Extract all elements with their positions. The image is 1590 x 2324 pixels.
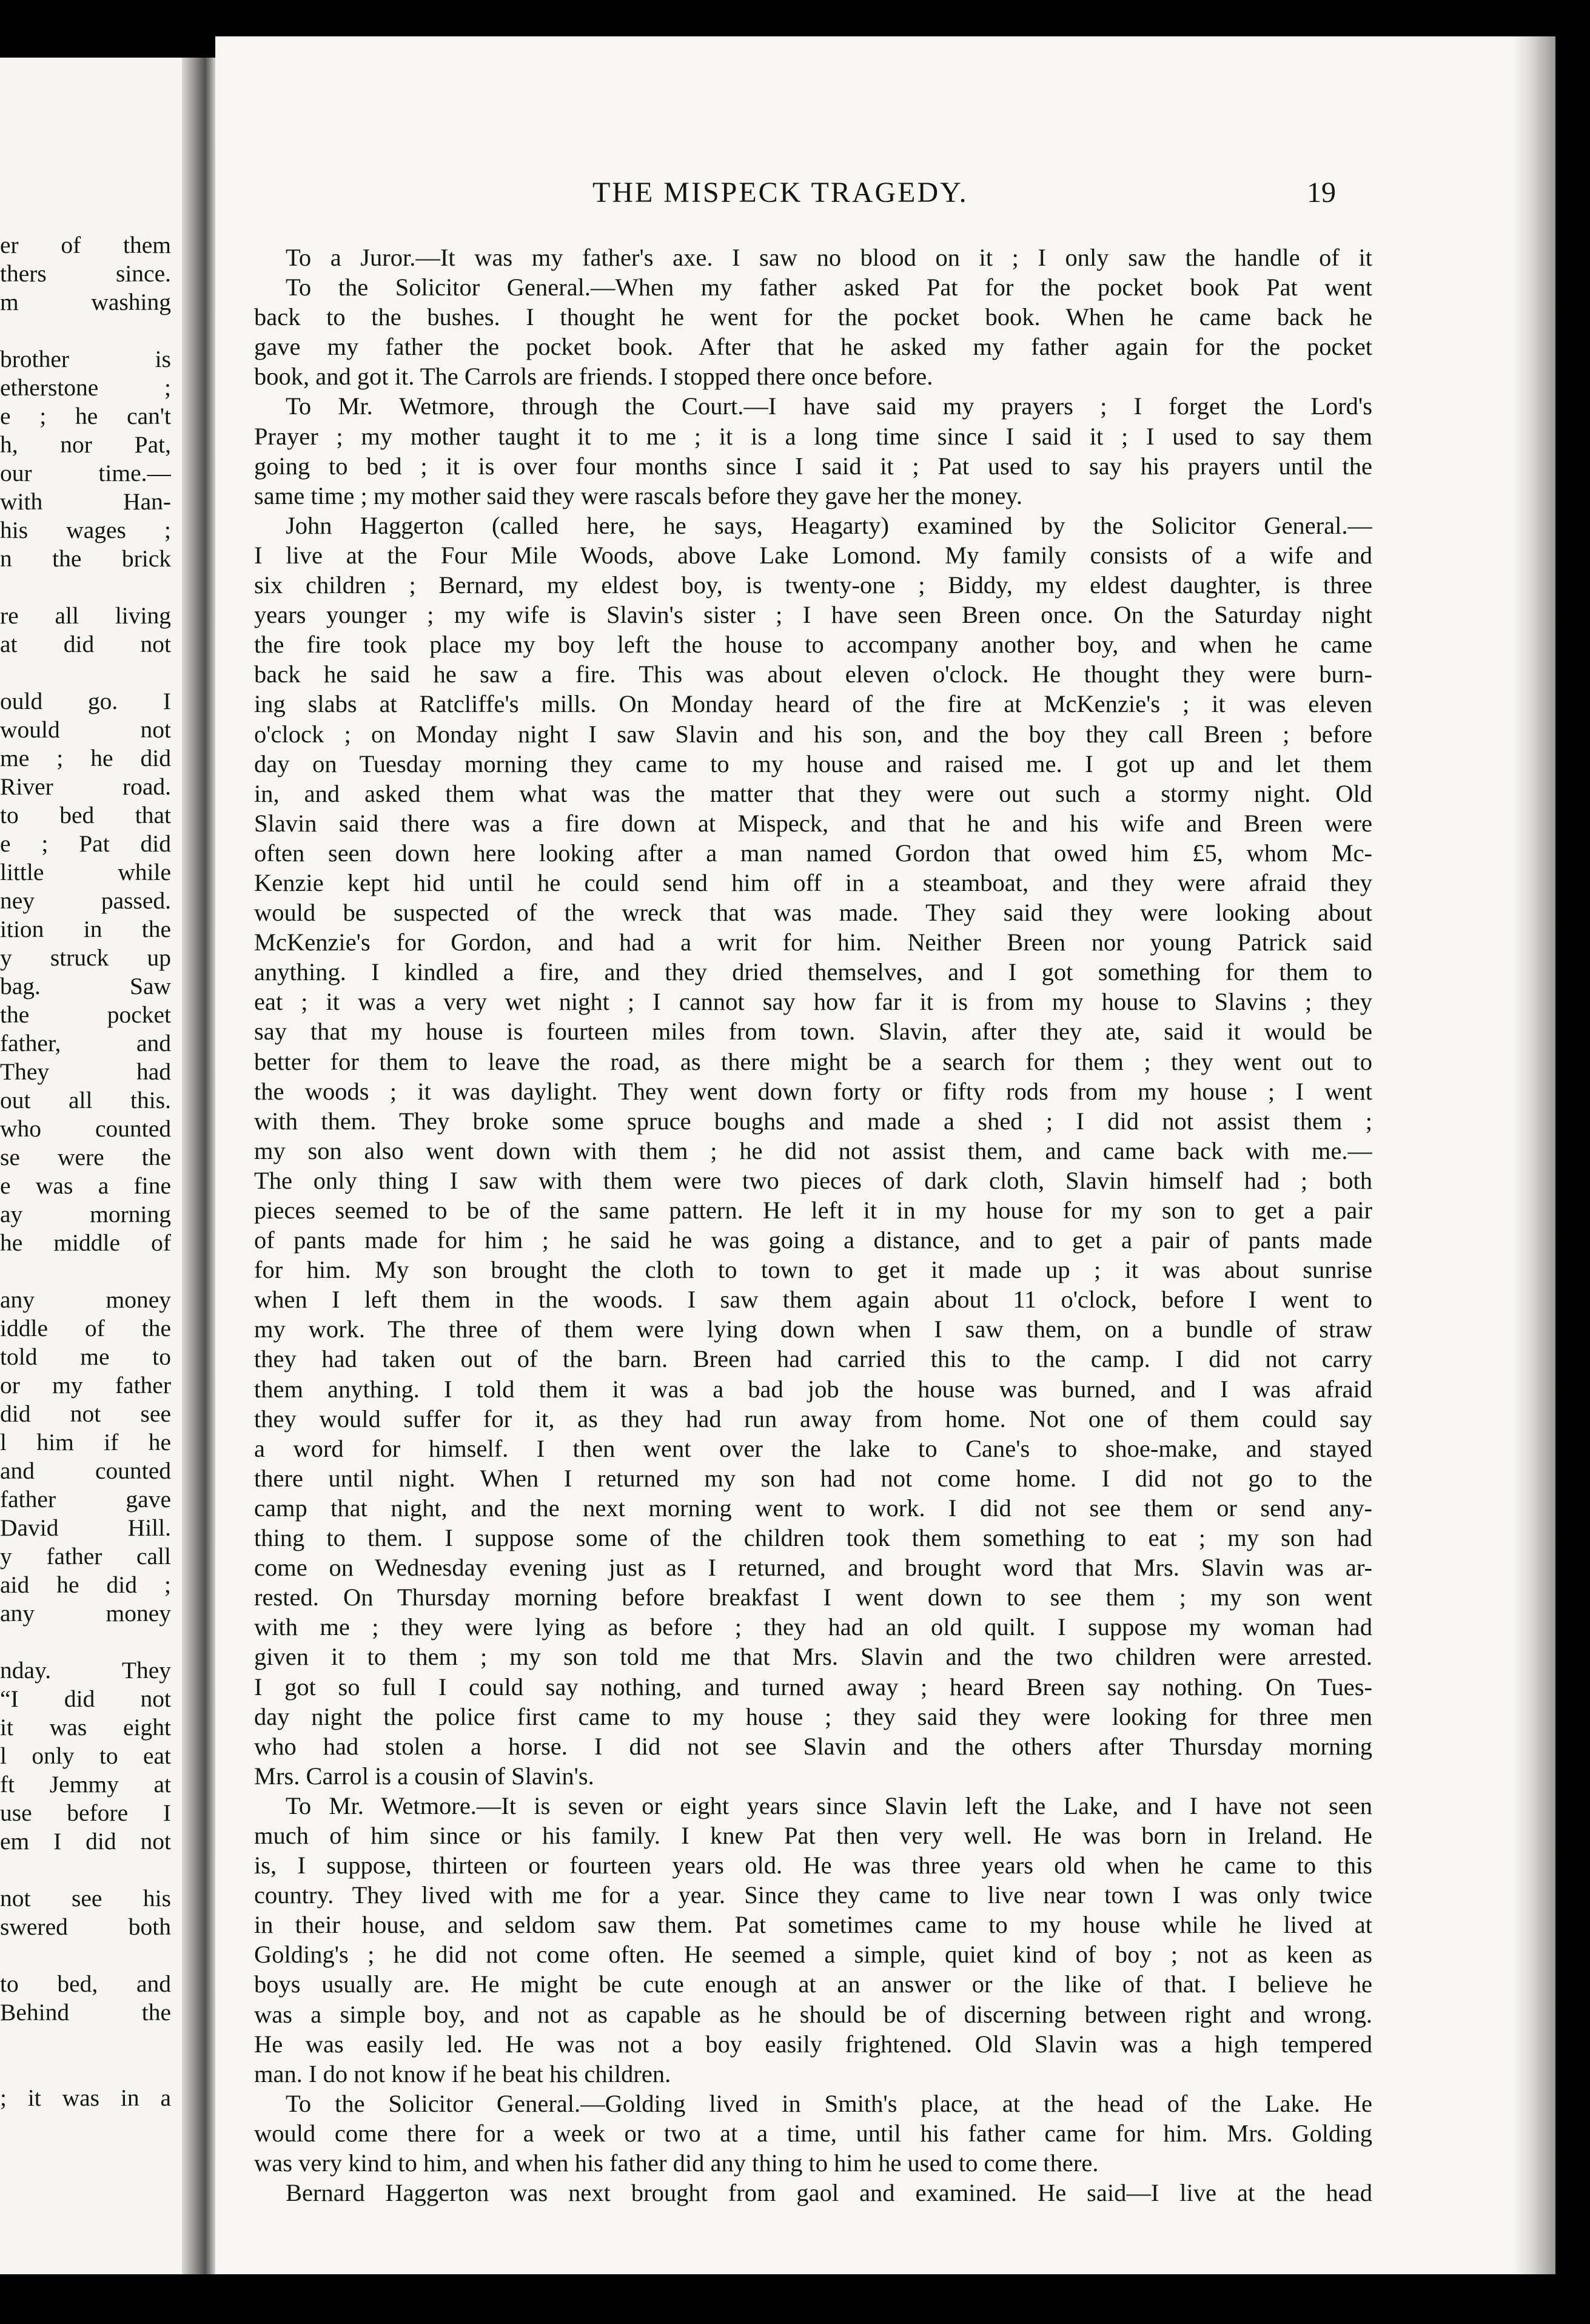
page: [215, 36, 1555, 2274]
text-line: my work. The three of them were lying down when I saw them, on a bundle of straw: [254, 1315, 1372, 1343]
facing-page-line: l him if he: [0, 1429, 171, 1456]
facing-page-line: h, nor Pat,: [0, 431, 171, 458]
text-line: was a simple boy, and not as capable as he should be of discerning between right and wrong.: [254, 2000, 1372, 2028]
book-gutter: [182, 58, 215, 2274]
text-line: To Mr. Wetmore, through the Court.—I have said my prayers ; I forget the Lord's: [286, 392, 1372, 420]
text-line: given it to them ; my son told me that Mrs. Slavin and the two children were arrested.: [254, 1643, 1372, 1671]
facing-page: [0, 58, 182, 2274]
facing-page-line: me ; he did: [0, 745, 171, 771]
facing-page-line: n the brick: [0, 545, 171, 572]
facing-page-line: nday. They: [0, 1657, 171, 1684]
facing-page-line: at did not: [0, 631, 171, 657]
text-line: they had taken out of the barn. Breen had carried this to the camp. I did not carry: [254, 1345, 1372, 1373]
facing-page-line: ay morning: [0, 1201, 171, 1227]
text-line: To Mr. Wetmore.—It is seven or eight years since Slavin left the Lake, and I have not seen: [286, 1792, 1372, 1819]
text-line: Slavin said there was a fire down at Mispeck, and that he and his wife and Breen were: [254, 809, 1372, 837]
facing-page-line: it was eight: [0, 1714, 171, 1741]
text-line: To the Solicitor General.—Golding lived in Smith's place, at the head of the Lake. He: [286, 2089, 1372, 2117]
text-line: them anything. I told them it was a bad job the house was burned, and I was afraid: [254, 1375, 1372, 1403]
text-line: I live at the Four Mile Woods, above Lake Lomond. My family consists of a wife and: [254, 541, 1372, 569]
text-line: I got so full I could say nothing, and turned away ; heard Breen say nothing. On Tues-: [254, 1673, 1372, 1701]
facing-page-line: er of them: [0, 232, 171, 258]
facing-page-line: or my father: [0, 1372, 171, 1399]
text-line: man. I do not know if he beat his children.: [254, 2060, 671, 2087]
text-line: come on Wednesday evening just as I returned, and brought word that Mrs. Slavin was ar-: [254, 1554, 1372, 1582]
facing-page-line: [0, 573, 171, 601]
text-line: book, and got it. The Carrols are friends. I stopped there once before.: [254, 363, 933, 391]
facing-page-line: [0, 1627, 171, 1656]
facing-page-line: [0, 316, 171, 344]
facing-page-line: l only to eat: [0, 1742, 171, 1769]
text-line: camp that night, and the next morning went to work. I did not see them or send any-: [254, 1494, 1372, 1522]
facing-page-line: the pocket: [0, 1001, 171, 1028]
facing-page-line: father, and: [0, 1030, 171, 1056]
facing-page-line: with Han-: [0, 488, 171, 515]
facing-page-line: [0, 2026, 171, 2055]
text-line: The only thing I saw with them were two pieces of dark cloth, Slavin himself had ; both: [254, 1166, 1372, 1194]
text-line: day on Tuesday morning they came to my house and raised me. I got up and let them: [254, 750, 1372, 777]
facing-page-line: use before I: [0, 1799, 171, 1826]
text-line: often seen down here looking after a man named Gordon that owed him £5, whom Mc-: [254, 839, 1372, 867]
facing-page-line: They had: [0, 1058, 171, 1085]
facing-page-line: [0, 1855, 171, 1884]
text-line: my son also went down with them ; he did not assist them, and came back with me.—: [254, 1137, 1372, 1164]
facing-page-line: em I did not: [0, 1828, 171, 1855]
text-line: To the Solicitor General.—When my father asked Pat for the pocket book Pat went: [286, 274, 1372, 301]
text-line: same time ; my mother said they were rascals before they gave her the money.: [254, 482, 1023, 509]
facing-page-line: thers since.: [0, 260, 171, 287]
body-text: [254, 243, 1372, 2208]
text-line: a word for himself. I then went over the lake to Cane's to shoe-make, and stayed: [254, 1434, 1372, 1462]
text-line: back he said he saw a fire. This was about eleven o'clock. He thought they were burn-: [254, 660, 1372, 688]
facing-page-line: “I did not: [0, 1685, 171, 1712]
text-line: years younger ; my wife is Slavin's sister ; I have seen Breen once. On the Saturday night: [254, 601, 1372, 629]
facing-page-line: to bed, and: [0, 1970, 171, 1997]
facing-page-line: little while: [0, 859, 171, 885]
facing-page-line: re all living: [0, 602, 171, 629]
text-line: He was easily led. He was not a boy easily frightened. Old Slavin was a high tempered: [254, 2030, 1372, 2058]
text-line: the woods ; it was daylight. They went down forty or fifty rods from my house ; I went: [254, 1077, 1372, 1105]
facing-page-line: [0, 1257, 171, 1285]
text-line: boys usually are. He might be cute enough at an answer or the like of that. I believe he: [254, 1970, 1372, 1998]
text-line: Kenzie kept hid until he could send him off in a steamboat, and they were afraid they: [254, 868, 1372, 896]
facing-page-line: ition in the: [0, 916, 171, 942]
facing-page-line: would not: [0, 716, 171, 743]
text-line: they would suffer for it, as they had run away from home. Not one of them could say: [254, 1405, 1372, 1432]
text-line: pieces seemed to be of the same pattern. He left it in my house for my son to get a pair: [254, 1197, 1372, 1224]
facing-page-line: father gave: [0, 1486, 171, 1513]
facing-page-line: Behind the: [0, 1999, 171, 2026]
facing-page-line: e ; he can't: [0, 403, 171, 429]
text-line: ing slabs at Ratcliffe's mills. On Monday heard of the fire at McKenzie's ; it was eleven: [254, 690, 1372, 718]
text-line: the fire took place my boy left the house to accompany another boy, and when he came: [254, 631, 1372, 659]
facing-page-line: [0, 658, 171, 687]
text-line: o'clock ; on Monday night I saw Slavin and his son, and the boy they call Breen ; before: [254, 720, 1372, 748]
facing-page-line: David Hill.: [0, 1514, 171, 1541]
facing-page-line: ft Jemmy at: [0, 1771, 171, 1798]
text-line: day night the police first came to my house ; they said they were looking for three men: [254, 1702, 1372, 1730]
facing-page-line: etherstone ;: [0, 374, 171, 401]
facing-page-line: se were the: [0, 1144, 171, 1170]
facing-page-line: m washing: [0, 289, 171, 315]
text-line: for him. My son brought the cloth to town to get it made up ; it was about sunrise: [254, 1256, 1372, 1284]
text-line: would come there for a week or two at a time, until his father came for him. Mrs. Golding: [254, 2119, 1372, 2147]
facing-page-text-column: [0, 230, 171, 2112]
facing-page-line: he middle of: [0, 1229, 171, 1256]
facing-page-line: out all this.: [0, 1087, 171, 1113]
text-line: six children ; Bernard, my eldest boy, is twenty-one ; Biddy, my eldest daughter, is three: [254, 571, 1372, 599]
facing-page-line: did not see: [0, 1400, 171, 1427]
text-line: with me ; they were lying as before ; they had an old quilt. I suppose my woman had: [254, 1613, 1372, 1641]
facing-page-line: swered both: [0, 1913, 171, 1940]
facing-page-line: y struck up: [0, 944, 171, 971]
text-line: Mrs. Carrol is a cousin of Slavin's.: [254, 1762, 594, 1790]
facing-page-line: bag. Saw: [0, 973, 171, 999]
text-line: thing to them. I suppose some of the children took them something to eat ; my son had: [254, 1524, 1372, 1552]
facing-page-line: y father call: [0, 1543, 171, 1570]
text-line: John Haggerton (called here, he says, Heagarty) examined by the Solicitor General.—: [286, 511, 1372, 539]
text-line: better for them to leave the road, as there might be a search for them ; they went out to: [254, 1047, 1372, 1075]
facing-page-line: and counted: [0, 1457, 171, 1484]
facing-page-line: aid he did ;: [0, 1571, 171, 1598]
text-line: much of him since or his family. I knew Pat then very well. He was born in Ireland. He: [254, 1821, 1372, 1849]
facing-page-line: told me to: [0, 1343, 171, 1370]
facing-page-line: River road.: [0, 773, 171, 800]
text-line: with them. They broke some spruce boughs and made a shed ; I did not assist them ;: [254, 1107, 1372, 1135]
facing-page-line: any money: [0, 1286, 171, 1313]
text-line: who had stolen a horse. I did not see Slavin and the others after Thursday morning: [254, 1732, 1372, 1760]
text-line: eat ; it was a very wet night ; I cannot say how far it is from my house to Slavins ; they: [254, 988, 1372, 1016]
page-number: 19: [1307, 176, 1336, 209]
text-line: anything. I kindled a fire, and they dried themselves, and I got something for them to: [254, 958, 1372, 986]
text-line: rested. On Thursday morning before breakfast I went down to see them ; my son went: [254, 1583, 1372, 1611]
text-line: McKenzie's for Gordon, and had a writ for him. Neither Breen nor young Patrick said: [254, 929, 1372, 956]
facing-page-line: not see his: [0, 1885, 171, 1912]
text-line: back to the bushes. I thought he went for the pocket book. When he came back he: [254, 303, 1372, 331]
facing-page-line: our time.—: [0, 460, 171, 486]
facing-page-line: [0, 2055, 171, 2083]
page-edge-shadow: [1513, 36, 1555, 2274]
text-line: in, and asked them what was the matter that they were out such a stormy night. Old: [254, 779, 1372, 807]
text-line: of pants made for him ; he said he was going a distance, and to get a pair of pants made: [254, 1226, 1372, 1254]
text-line: going to bed ; it is over four months since I said it ; Pat used to say his prayers until the: [254, 452, 1372, 480]
facing-page-line: iddle of the: [0, 1315, 171, 1342]
facing-page-line: ; it was in a: [0, 2084, 171, 2111]
text-line: was very kind to him, and when his father did any thing to him he used to come there.: [254, 2149, 1099, 2177]
facing-page-line: ould go. I: [0, 688, 171, 714]
text-line: would be suspected of the wreck that was made. They said they were looking about: [254, 899, 1372, 927]
text-line: Golding's ; he did not come often. He seemed a simple, quiet kind of boy ; not as keen as: [254, 1941, 1372, 1969]
facing-page-line: brother is: [0, 346, 171, 372]
facing-page-line: his wages ;: [0, 517, 171, 543]
text-line: gave my father the pocket book. After that he asked my father again for the pocket: [254, 333, 1372, 361]
facing-page-line: to bed that: [0, 802, 171, 828]
text-line: Prayer ; my mother taught it to me ; it is a long time since I said it ; I used to say them: [254, 422, 1372, 450]
page-header: [215, 176, 1555, 218]
facing-page-line: ney passed.: [0, 887, 171, 914]
text-line: say that my house is fourteen miles from town. Slavin, after they ate, said it would be: [254, 1018, 1372, 1046]
text-line: in their house, and seldom saw them. Pat sometimes came to my house while he lived at: [254, 1911, 1372, 1939]
facing-page-line: e ; Pat did: [0, 830, 171, 857]
facing-page-line: [0, 1941, 171, 1969]
text-line: is, I suppose, thirteen or fourteen years old. He was three years old when he came to this: [254, 1852, 1372, 1879]
running-title: THE MISPECK TRAGEDY.: [592, 176, 968, 209]
text-line: country. They lived with me for a year. Since they came to live near town I was only twice: [254, 1881, 1372, 1909]
text-line: when I left them in the woods. I saw them again about 11 o'clock, before I went to: [254, 1286, 1372, 1314]
text-line: there until night. When I returned my son had not come home. I did not go to the: [254, 1464, 1372, 1492]
facing-page-line: who counted: [0, 1115, 171, 1142]
facing-page-line: e was a fine: [0, 1172, 171, 1199]
facing-page-line: any money: [0, 1600, 171, 1627]
text-line: Bernard Haggerton was next brought from gaol and examined. He said—I live at the head: [286, 2179, 1372, 2207]
text-line: To a Juror.—It was my father's axe. I saw no blood on it ; I only saw the handle of it: [286, 244, 1372, 271]
